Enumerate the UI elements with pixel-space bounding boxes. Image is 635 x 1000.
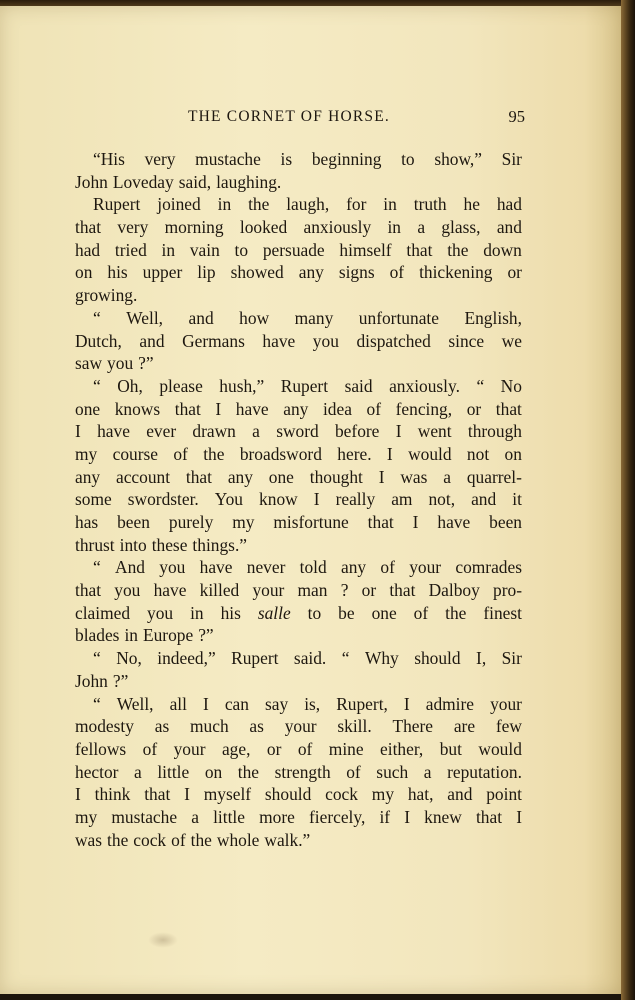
word: little [157, 761, 190, 782]
word: my [371, 784, 395, 805]
word: drawn [192, 421, 236, 442]
word: that [75, 217, 102, 238]
word: should [414, 648, 461, 669]
word: ?” [112, 670, 129, 691]
word: unfortunate [358, 307, 439, 328]
word: or [361, 580, 377, 601]
text-line [75, 488, 522, 511]
word: here. [337, 443, 372, 464]
word: the [203, 443, 225, 464]
text-line [75, 352, 522, 375]
word: a [252, 421, 260, 442]
word: a [134, 761, 142, 782]
word: mine [328, 738, 364, 759]
word: the [107, 829, 129, 850]
word: quarrel- [466, 466, 522, 487]
word: of [366, 398, 382, 419]
word: on [75, 262, 93, 283]
word: morning [164, 217, 224, 238]
word: had [496, 194, 522, 215]
word: in [124, 625, 138, 646]
word: little [213, 806, 245, 827]
word: for [346, 194, 367, 215]
word: say [264, 693, 289, 714]
word: should [264, 784, 312, 805]
text-line [75, 171, 522, 194]
word: thought [309, 466, 363, 487]
page-smudge [148, 932, 178, 948]
word: growing. [75, 285, 138, 306]
word: reputation. [447, 761, 522, 782]
word: the [445, 602, 467, 623]
word: “ [93, 693, 101, 714]
word: of [173, 443, 188, 464]
word: a [443, 466, 451, 487]
word: am [391, 489, 413, 510]
word: have [199, 557, 233, 578]
word: of [171, 829, 186, 850]
word: said, [178, 171, 212, 192]
word: was [75, 829, 103, 850]
word: in [383, 194, 397, 215]
word: Dalboy [428, 580, 480, 601]
word: have [262, 330, 296, 351]
text-line [75, 624, 522, 647]
word: admire [425, 693, 475, 714]
text-line [75, 647, 522, 670]
word: strength [274, 761, 331, 782]
word: your [173, 738, 206, 759]
word: anxiously. [389, 375, 460, 396]
word: I [75, 784, 81, 805]
word: is, [304, 693, 321, 714]
word: “ [93, 648, 101, 669]
word: things.” [192, 534, 248, 555]
word: would [478, 738, 522, 759]
text-line [75, 511, 522, 534]
word: my [75, 806, 98, 827]
word: John [75, 171, 108, 192]
word: saw [75, 353, 103, 374]
word: that [406, 239, 433, 260]
word: I [516, 806, 522, 827]
text-line [75, 261, 522, 284]
word: you [312, 330, 339, 351]
word: “ [93, 307, 101, 328]
word: I, [476, 648, 487, 669]
word: that [144, 784, 171, 805]
word: I [412, 512, 419, 532]
text-line [75, 330, 522, 353]
word: my [75, 443, 98, 464]
word: knew [424, 806, 462, 827]
word: you [107, 353, 134, 374]
word: laughing. [216, 171, 282, 192]
word: thrust [75, 534, 115, 555]
word: Dutch, [75, 330, 122, 351]
text-line [75, 193, 522, 216]
word: before [334, 421, 380, 442]
word: anxiously [303, 217, 372, 238]
word: told [299, 557, 327, 578]
word: you [147, 602, 174, 623]
text-line [75, 148, 522, 171]
word: been [117, 512, 150, 532]
word: I [386, 443, 393, 464]
word: in [387, 217, 401, 238]
word: I [404, 806, 411, 827]
word: of [297, 738, 313, 759]
word: never [246, 557, 286, 578]
word: knows [114, 398, 161, 419]
text-line [75, 534, 522, 557]
word: on [504, 443, 522, 464]
word: tried [114, 239, 147, 260]
word: of [380, 557, 395, 578]
word: these [151, 534, 188, 555]
word: one [75, 398, 101, 419]
word: think [94, 784, 131, 805]
text-line [75, 216, 522, 239]
word: account [115, 466, 171, 487]
word: show,” [434, 149, 482, 169]
word: the [237, 761, 260, 782]
word: pro- [493, 580, 522, 601]
word: in [190, 602, 204, 623]
word: either, [380, 738, 424, 759]
word: to [401, 149, 415, 169]
word: Rupert [231, 648, 279, 669]
word: course [112, 443, 158, 464]
word: any [75, 466, 101, 487]
page-number: 95 [508, 107, 525, 126]
word: persuade [262, 239, 325, 260]
word: not [466, 443, 490, 464]
text-line [75, 466, 522, 489]
word: Rupert [93, 194, 141, 215]
word: and [447, 784, 473, 805]
word: ?” [198, 625, 214, 646]
word: I [378, 466, 385, 487]
word: “ [93, 375, 101, 396]
word: claimed [75, 602, 131, 623]
word: Sir [501, 149, 522, 169]
word: dispatched [356, 330, 431, 351]
word: not, [428, 489, 456, 510]
word: No, [116, 648, 142, 669]
word: have [97, 421, 130, 442]
word: and [471, 489, 497, 510]
word: Europe [142, 625, 194, 646]
word: of [346, 761, 361, 782]
word: Loveday [112, 171, 174, 192]
word: English, [464, 307, 522, 328]
word: your [490, 693, 522, 714]
word: fiercely, [308, 806, 366, 827]
word: a [191, 806, 199, 827]
word: lip [197, 262, 216, 283]
word: laugh, [286, 194, 330, 215]
word: some [75, 489, 112, 510]
word: as [154, 716, 170, 737]
word: skill. [337, 716, 372, 737]
word: You [214, 489, 244, 510]
word: truth [413, 194, 447, 215]
word: of [413, 602, 429, 623]
word: was [400, 466, 428, 487]
word: misfortune [273, 512, 349, 532]
word: any [227, 466, 253, 487]
word: or [507, 262, 522, 283]
word: fencing, [395, 398, 453, 419]
word: has [75, 512, 99, 532]
word: know [259, 489, 298, 510]
word: that [495, 398, 522, 419]
word: much [190, 716, 229, 737]
word: is [280, 149, 293, 169]
word: or [266, 738, 282, 759]
word: And [115, 557, 145, 578]
word: have [437, 512, 471, 532]
word: Why [364, 648, 399, 669]
running-head: THE CORNET OF HORSE. [188, 108, 390, 125]
word: ? [340, 580, 349, 601]
word: I [403, 693, 410, 714]
word: such [376, 761, 409, 782]
word: modesty [75, 716, 134, 737]
word: indeed,” [157, 648, 216, 669]
word: if [379, 806, 391, 827]
word: killed [199, 580, 240, 601]
word: finest [483, 602, 522, 623]
word: you [159, 557, 186, 578]
word: cock [325, 784, 358, 805]
word: signs [338, 262, 375, 283]
page-header [75, 108, 525, 132]
word: his [107, 262, 128, 283]
text-line [75, 284, 522, 307]
word: would [408, 443, 452, 464]
word: be [338, 602, 355, 623]
word: fellows [75, 738, 127, 759]
text-line [75, 783, 522, 806]
word: all [169, 693, 187, 714]
text-line [75, 715, 522, 738]
word: comrades [455, 557, 522, 578]
word: and [188, 307, 214, 328]
word: a [423, 761, 432, 782]
word: as [249, 716, 264, 737]
text-line [75, 761, 522, 784]
word: we [501, 330, 522, 351]
word: my [232, 512, 255, 532]
body-text [75, 148, 522, 851]
text-line [75, 806, 522, 829]
word: few [495, 716, 522, 737]
word: “ [476, 375, 485, 396]
word: idea [322, 398, 352, 419]
word: went [417, 421, 452, 442]
book-spine-edge [621, 0, 635, 1000]
word: blades [75, 625, 120, 646]
word: I [202, 693, 209, 714]
word: that [389, 580, 416, 601]
text-line [75, 829, 522, 852]
word: please [159, 375, 203, 396]
word: mustache [195, 149, 261, 169]
word: Well, [116, 693, 154, 714]
word: age, [221, 738, 251, 759]
word: into [119, 534, 147, 555]
word: the [248, 194, 270, 215]
word: Rupert, [336, 693, 388, 714]
word: said. [293, 648, 327, 669]
word: John [75, 670, 108, 691]
word: Oh, [117, 375, 143, 396]
word: on [204, 761, 223, 782]
word: a [417, 217, 426, 238]
word: Rupert [280, 375, 329, 396]
word: can [224, 693, 249, 714]
word: I [395, 421, 402, 442]
word: upper [142, 262, 183, 283]
word: that [174, 398, 201, 419]
word: are [453, 716, 476, 737]
word: you [114, 580, 141, 601]
word: broadsword [239, 443, 322, 464]
word: any [283, 398, 309, 419]
word: cock [133, 829, 167, 850]
word: in [217, 194, 232, 215]
text-line [75, 398, 522, 421]
text-line [75, 239, 522, 262]
word: many [294, 307, 334, 328]
word: point [486, 784, 522, 805]
text-line [75, 556, 522, 579]
word: your [409, 557, 442, 578]
word: man [297, 580, 328, 601]
word: mustache [111, 806, 178, 827]
word: very [117, 217, 149, 238]
word: that [185, 466, 212, 487]
text-line [75, 738, 522, 761]
word: your [252, 580, 285, 601]
word: to [307, 602, 322, 623]
word: your [284, 716, 317, 737]
word: joined [157, 194, 201, 215]
word: “ [341, 648, 350, 669]
word: down [483, 239, 522, 260]
word: his [220, 602, 241, 623]
word: showed [230, 262, 284, 283]
word: he [463, 194, 480, 215]
word: any [298, 262, 324, 283]
word: had [75, 239, 101, 260]
word: looked [239, 217, 288, 238]
text-line [75, 579, 522, 602]
word: glass, [441, 217, 481, 238]
word: through [467, 421, 522, 442]
word: sword [276, 421, 319, 442]
word: hector [75, 761, 119, 782]
word: of [389, 262, 405, 283]
word: “ [93, 557, 101, 578]
word: been [489, 512, 522, 532]
word: the [447, 239, 469, 260]
word: ?” [138, 353, 154, 374]
word: himself [339, 239, 392, 260]
word: how [239, 307, 270, 328]
text-line [75, 670, 522, 693]
word: whole [216, 829, 260, 850]
word: it [512, 489, 522, 510]
word: salle [257, 602, 291, 623]
word: I [75, 421, 81, 442]
word: that [475, 806, 503, 827]
text-line [75, 307, 522, 330]
word: purely [168, 512, 214, 532]
word: Well, [126, 307, 164, 328]
word: have [235, 398, 269, 419]
word: that [367, 512, 394, 532]
word: said [344, 375, 373, 396]
word: since [448, 330, 485, 351]
word: I [313, 489, 320, 510]
word: of [142, 738, 158, 759]
word: ever [146, 421, 177, 442]
word: really [335, 489, 376, 510]
text-line [75, 693, 522, 716]
word: to [234, 239, 249, 260]
word: myself [203, 784, 252, 805]
word: very [144, 149, 176, 169]
word: but [439, 738, 462, 759]
word: beginning [311, 149, 382, 169]
word: walk.” [264, 829, 311, 850]
word: any [341, 557, 367, 578]
text-line [75, 420, 522, 443]
text-line [75, 375, 522, 398]
word: and [139, 330, 165, 351]
word: There [392, 716, 434, 737]
word: one [371, 602, 397, 623]
word: that [75, 580, 102, 601]
word: hat, [407, 784, 434, 805]
word: vain [189, 239, 220, 260]
word: swordster. [127, 489, 199, 510]
word: the [190, 829, 212, 850]
word: one [268, 466, 294, 487]
text-line [75, 443, 522, 466]
word: I [184, 784, 190, 805]
word: I [215, 398, 222, 419]
word: more [259, 806, 295, 827]
word: “His [93, 149, 125, 169]
word: Germans [182, 330, 245, 351]
word: hush,” [219, 375, 265, 396]
word: thickening [419, 262, 493, 283]
word: in [161, 239, 176, 260]
word: or [466, 398, 482, 419]
word: have [153, 580, 187, 601]
word: Sir [501, 648, 522, 669]
word: No [500, 375, 522, 396]
word: and [496, 217, 522, 238]
text-line [75, 602, 522, 625]
